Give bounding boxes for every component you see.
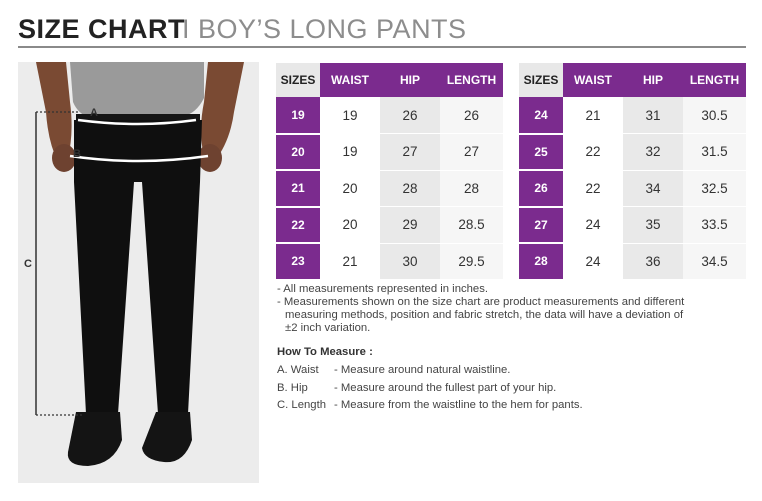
label-a: A xyxy=(90,107,98,119)
length-cell: 32.5 xyxy=(683,170,746,207)
how-to-measure-title: How To Measure : xyxy=(277,346,373,358)
page-title: SIZE CHART xyxy=(18,14,185,44)
header-hip: HIP xyxy=(380,63,440,97)
measure-desc-hip: - Measure around the fullest part of your hip. xyxy=(334,381,557,394)
table-row xyxy=(519,134,746,171)
model-photo-panel xyxy=(18,62,259,483)
waist-cell: 24 xyxy=(563,243,623,280)
hip-cell: 32 xyxy=(623,134,683,171)
size-cell: 21 xyxy=(276,170,320,207)
table-row xyxy=(276,97,503,134)
size-cell: 25 xyxy=(519,134,563,171)
size-cell: 28 xyxy=(519,243,563,280)
header-sizes: SIZES xyxy=(276,63,320,97)
note-deviation-cont: measuring methods, position and fabric stretch, the data will have a deviation of xyxy=(285,309,684,321)
header-sizes: SIZES xyxy=(519,63,563,97)
list-item xyxy=(277,399,583,417)
size-cell: 22 xyxy=(276,207,320,244)
table-row xyxy=(519,97,746,134)
note-inches: - All measurements represented in inches. xyxy=(277,283,488,295)
measurement-notes xyxy=(277,283,747,335)
size-table-right xyxy=(519,63,746,281)
header-length: LENGTH xyxy=(683,63,746,97)
table-row xyxy=(276,207,503,244)
hip-cell: 28 xyxy=(380,170,440,207)
hip-cell: 31 xyxy=(623,97,683,134)
measure-label-waist: A. Waist xyxy=(277,364,319,376)
waist-cell: 22 xyxy=(563,134,623,171)
hip-cell: 29 xyxy=(380,207,440,244)
note-deviation: - Measurements shown on the size chart are product measurements and different xyxy=(277,296,685,308)
waist-cell: 19 xyxy=(320,97,380,134)
waist-cell: 20 xyxy=(320,170,380,207)
size-cell: 23 xyxy=(276,243,320,280)
table-row xyxy=(519,207,746,244)
measure-desc-length: - Measure from the waistline to the hem for pants. xyxy=(334,399,583,411)
table-row xyxy=(276,170,503,207)
measure-label-length: C. Length xyxy=(277,399,326,411)
hip-cell: 30 xyxy=(380,243,440,280)
waist-cell: 21 xyxy=(320,243,380,280)
hip-cell: 36 xyxy=(623,243,683,280)
label-b: B xyxy=(73,148,81,160)
page-subtitle: I BOY’S LONG PANTS xyxy=(182,14,467,44)
header-waist: WAIST xyxy=(320,63,380,97)
size-cell: 26 xyxy=(519,170,563,207)
header-hip: HIP xyxy=(623,63,683,97)
note-deviation-cont2: ±2 inch variation. xyxy=(285,322,371,334)
header-waist: WAIST xyxy=(563,63,623,97)
length-cell: 28.5 xyxy=(440,207,503,244)
length-cell: 29.5 xyxy=(440,243,503,280)
waist-cell: 21 xyxy=(563,97,623,134)
length-cell: 27 xyxy=(440,134,503,171)
size-cell: 27 xyxy=(519,207,563,244)
waist-cell: 20 xyxy=(320,207,380,244)
header-length: LENGTH xyxy=(440,63,503,97)
waist-cell: 19 xyxy=(320,134,380,171)
length-cell: 34.5 xyxy=(683,243,746,280)
page-header xyxy=(18,14,746,48)
size-cell: 24 xyxy=(519,97,563,134)
pants-shape xyxy=(74,120,202,414)
list-item xyxy=(277,364,583,382)
waist-cell: 22 xyxy=(563,170,623,207)
right-shoe-shape xyxy=(142,412,192,462)
label-c: C xyxy=(24,258,32,270)
table-header-row xyxy=(276,63,503,97)
measure-desc-waist: - Measure around natural waistline. xyxy=(334,364,511,376)
waist-cell: 24 xyxy=(563,207,623,244)
length-cell: 28 xyxy=(440,170,503,207)
length-cell: 31.5 xyxy=(683,134,746,171)
model-illustration xyxy=(18,62,259,483)
hip-cell: 35 xyxy=(623,207,683,244)
hip-cell: 26 xyxy=(380,97,440,134)
length-cell: 26 xyxy=(440,97,503,134)
how-to-measure-list xyxy=(277,364,583,417)
table-row xyxy=(276,243,503,280)
table-row xyxy=(519,170,746,207)
hip-cell: 27 xyxy=(380,134,440,171)
length-cell: 30.5 xyxy=(683,97,746,134)
size-cell: 20 xyxy=(276,134,320,171)
size-cell: 19 xyxy=(276,97,320,134)
left-shoe-shape xyxy=(68,412,122,466)
table-row xyxy=(276,134,503,171)
length-cell: 33.5 xyxy=(683,207,746,244)
table-header-row xyxy=(519,63,746,97)
size-table-left xyxy=(276,63,503,281)
table-row xyxy=(519,243,746,280)
hip-cell: 34 xyxy=(623,170,683,207)
list-item xyxy=(277,382,583,400)
measure-label-hip: B. Hip xyxy=(277,381,308,394)
